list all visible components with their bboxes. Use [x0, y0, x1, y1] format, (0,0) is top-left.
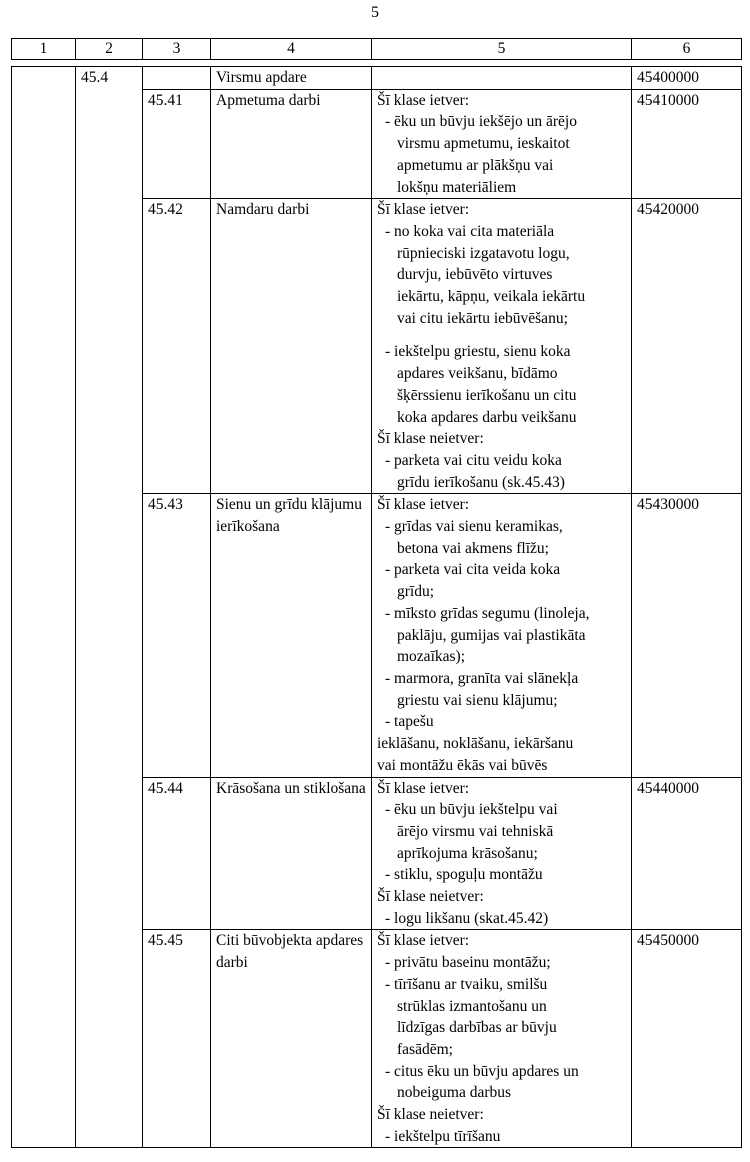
class-row — [12, 930, 742, 1148]
description-line: - iekštelpu tīrīšanu — [385, 1127, 501, 1145]
class-code: 45.44 — [143, 777, 211, 930]
column-header-2: 2 — [76, 39, 143, 60]
spacer — [377, 329, 626, 341]
classification-table — [11, 66, 742, 1148]
description-line: rūpnieciski izgatavotu logu, — [397, 244, 570, 262]
description-line: - iekštelpu griestu, sienu koka — [385, 343, 571, 361]
description-line: - privātu baseinu montāžu; — [385, 954, 551, 972]
description-line: šķērssienu ierīkošanu un citu — [397, 386, 577, 404]
group-code: 45.4 — [76, 67, 143, 90]
description-heading: Šī klase ietver: — [377, 779, 470, 797]
description-line: lokšņu materiāliem — [397, 178, 517, 196]
description-line: - marmora, granīta vai slānekļa — [385, 669, 579, 687]
class-code: 45.41 — [143, 89, 211, 199]
description-line: vai citu iekārtu iebūvēšanu; — [397, 309, 568, 327]
description-line: iekārtu, kāpņu, veikala iekārtu — [397, 288, 586, 306]
col1-cell — [12, 199, 76, 494]
class-row — [12, 494, 742, 777]
group-row — [12, 67, 742, 90]
description-line: - logu likšanu (skat.45.42) — [385, 909, 549, 927]
description-line: paklāju, gumijas vai plastikāta — [397, 626, 586, 644]
description-line: - grīdas vai sienu keramikas, — [385, 518, 563, 536]
class-code6: 45440000 — [632, 777, 742, 930]
col1-cell — [12, 777, 76, 930]
class-code-cell — [143, 67, 211, 90]
description-heading: Šī klase neietver: — [377, 888, 484, 906]
description-line: virsmu apmetumu, ieskaitot — [397, 135, 570, 153]
col1-cell — [12, 494, 76, 777]
class-code6: 45410000 — [632, 89, 742, 199]
class-code: 45.42 — [143, 199, 211, 494]
description-line: mozaīkas); — [397, 648, 466, 666]
description-line: fasādēm; — [397, 1040, 453, 1058]
class-title: Krāsošana un stiklošana — [211, 777, 372, 930]
col1-cell — [12, 67, 76, 90]
class-title: Citi būvobjekta apdares darbi — [211, 930, 372, 1148]
class-code6: 45430000 — [632, 494, 742, 777]
description-line: nobeiguma darbus — [397, 1084, 512, 1102]
class-description — [372, 199, 632, 494]
description-heading: Šī klase ietver: — [377, 496, 470, 514]
column-header-5: 5 — [372, 39, 632, 60]
description-line: griestu vai sienu klājumu; — [397, 691, 558, 709]
description-line: strūklas izmantošanu un — [397, 997, 547, 1015]
group-cell — [76, 199, 143, 494]
col1-cell — [12, 89, 76, 199]
description-cell — [372, 67, 632, 90]
column-header-4: 4 — [211, 39, 372, 60]
column-header-row — [12, 39, 742, 60]
description-heading: vai montāžu ēkās vai būvēs — [377, 756, 548, 774]
description-line: līdzīgas darbības ar būvju — [397, 1019, 557, 1037]
description-line: durvju, iebūvēto virtuves — [397, 266, 553, 284]
description-line: grīdu ierīkošanu (sk.45.43) — [397, 473, 565, 491]
description-line: aprīkojuma krāsošanu; — [397, 844, 538, 862]
class-description — [372, 930, 632, 1148]
description-line: - parketa vai citu veidu koka — [385, 451, 562, 469]
class-code: 45.43 — [143, 494, 211, 777]
page-number: 5 — [371, 4, 379, 21]
description-heading: Šī klase ietver: — [377, 201, 470, 219]
group-cell — [76, 930, 143, 1148]
column-header-3: 3 — [143, 39, 211, 60]
class-row — [12, 777, 742, 930]
col1-cell — [12, 930, 76, 1148]
description-line: - ēku un būvju iekštelpu vai — [385, 801, 558, 819]
description-line: - stiklu, spoguļu montāžu — [385, 866, 543, 884]
column-header-table — [11, 38, 742, 60]
class-row — [12, 89, 742, 199]
class-description — [372, 777, 632, 930]
class-title: Apmetuma darbi — [211, 89, 372, 199]
description-heading: Šī klase ietver: — [377, 91, 470, 109]
group-cell — [76, 777, 143, 930]
group-cell — [76, 494, 143, 777]
description-line: apdares veikšanu, bīdāmo — [397, 365, 558, 383]
class-title: Sienu un grīdu klājumu ierīkošana — [211, 494, 372, 777]
description-line: - no koka vai cita materiāla — [385, 222, 555, 240]
description-line: - citus ēku un būvju apdares un — [385, 1062, 579, 1080]
class-code: 45.45 — [143, 930, 211, 1148]
class-title: Namdaru darbi — [211, 199, 372, 494]
description-line: grīdu; — [397, 583, 435, 601]
group-cell — [76, 89, 143, 199]
description-heading: ieklāšanu, noklāšanu, iekāršanu — [377, 735, 574, 753]
description-line: - tīrīšanu ar tvaiku, smilšu — [385, 975, 548, 993]
description-line: ārējo virsmu vai tehniskā — [397, 822, 554, 840]
description-line: - mīksto grīdas segumu (linoleja, — [385, 604, 590, 622]
description-line: - ēku un būvju iekšējo un ārējo — [385, 113, 577, 131]
description-line: apmetumu ar plākšņu vai — [397, 156, 554, 174]
class-description — [372, 494, 632, 777]
column-header-6: 6 — [632, 39, 742, 60]
description-line: - tapešu — [385, 713, 434, 731]
description-heading: Šī klase ietver: — [377, 932, 470, 950]
class-code6: 45420000 — [632, 199, 742, 494]
group-title: Virsmu apdare — [211, 67, 372, 90]
description-line: - parketa vai cita veida koka — [385, 561, 561, 579]
description-line: koka apdares darbu veikšanu — [397, 408, 577, 426]
column-header-1: 1 — [12, 39, 76, 60]
class-row — [12, 199, 742, 494]
class-description — [372, 89, 632, 199]
group-code6: 45400000 — [632, 67, 742, 90]
description-heading: Šī klase neietver: — [377, 1106, 484, 1124]
description-heading: Šī klase neietver: — [377, 430, 484, 448]
class-code6: 45450000 — [632, 930, 742, 1148]
description-line: betona vai akmens flīžu; — [397, 539, 549, 557]
